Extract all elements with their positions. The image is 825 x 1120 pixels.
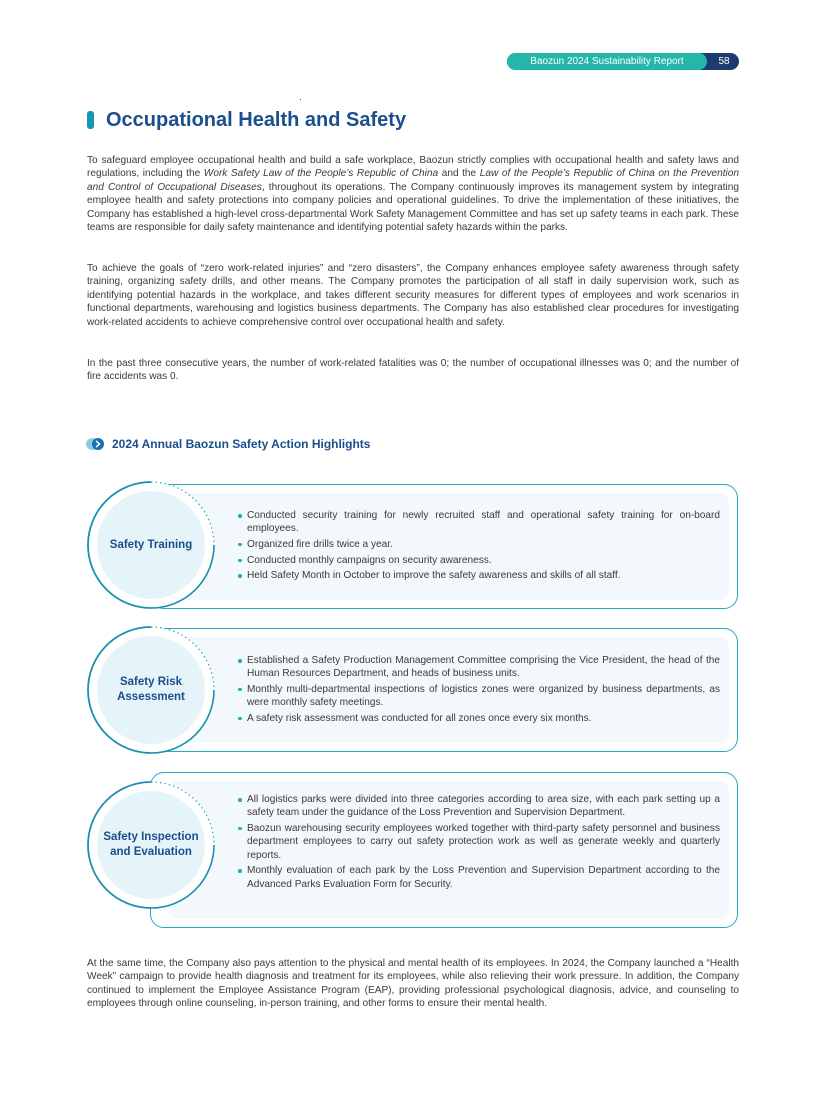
list-item: Conducted monthly campaigns on security awareness. xyxy=(238,554,720,567)
p1-text-c: , throughout its operations. The Company continuously improves its management system by integrating employee health and safety protections into company policies and operational guidelines. To drive the implementation of these initiatives, the Company has established a high-level cross-departmental Work Safety Management Committee and has set up safety teams in each park. These teams are responsible for daily safety maintenance and identifying potential safety hazards within the parks. xyxy=(87,181,739,234)
mental-health-paragraph: At the same time, the Company also pays attention to the physical and mental health of its employees. In 2024, the Company launched a “Health Week” campaign to provide health diagnosis and treatment for its employees, while also relieving their work pressure. In addition, the Company continued to implement the Employee Assistance Program (EAP), providing professional psychological diagnosis, advice, and counseling to employees through online counseling, in-person training, and other forms to ensure their mental health. xyxy=(87,958,739,1010)
bullet-list-safety-inspection xyxy=(238,793,720,893)
bullet-list-safety-training xyxy=(238,509,720,585)
report-title: Baozun 2024 Sustainability Report xyxy=(507,53,707,70)
circle-safety-training xyxy=(86,480,216,610)
list-item: Held Safety Month in October to improve the safety awareness and skills of all staff. xyxy=(238,569,720,582)
stray-dot xyxy=(300,99,301,100)
list-item: A safety risk assessment was conducted for all zones once every six months. xyxy=(238,712,720,725)
title-accent-bar xyxy=(87,111,94,129)
p1-text-a: To safeguard employee occupational health and build a safe workplace, Baozun strictly complies with occupational health and safety laws and regulations, including the xyxy=(87,155,739,180)
goals-paragraph: To achieve the goals of “zero work-related injuries” and “zero disasters”, the Company enhances employee safety awareness through safety training, organizing safety drills, and other means. The Company promotes the participation of all staff in daily supervision work, such as identifying potential hazards in the workplace, and takes different security measures for different types of employees and work scenarios in functional departments, warehousing and logistics business departments. The Company has also established clear procedures for investigating work-related accidents to achieve comprehensive control over occupational health and safety. xyxy=(87,263,739,328)
card-label: Safety Risk Assessment xyxy=(117,676,185,703)
list-item: All logistics parks were divided into three categories according to area size, with each park setting up a safety team under the guidance of the Loss Prevention and Supervision Department. xyxy=(238,793,720,820)
card-label: Safety Inspection and Evaluation xyxy=(103,831,199,858)
list-item: Conducted security training for newly recruited staff and operational safety training for on-board employees. xyxy=(238,509,720,536)
intro-paragraph xyxy=(87,154,739,234)
highlights-title: 2024 Annual Baozun Safety Action Highlights xyxy=(112,437,371,451)
card-label: Safety Training xyxy=(109,538,193,551)
circle-safety-inspection xyxy=(86,780,216,910)
page-title: Occupational Health and Safety xyxy=(106,109,407,131)
list-item: Established a Safety Production Management Committee comprising the Vice President, the head of the Human Resources Department, and heads of business units. xyxy=(238,654,720,681)
page-number: 58 xyxy=(718,56,730,67)
law-title-occupational-diseases: Law of the People’s Republic of China on the Prevention and Control of Occupational Diseases xyxy=(87,168,740,193)
highlights-bullet-icon xyxy=(86,437,106,451)
list-item: Monthly multi-departmental inspections of logistics zones were organized by business departments, as were monthly safety meetings. xyxy=(238,683,720,710)
list-item: Organized fire drills twice a year. xyxy=(238,538,720,551)
law-title-work-safety: Work Safety Law of the People’s Republic of China xyxy=(203,168,439,180)
bullet-list-safety-risk-assessment xyxy=(238,654,720,728)
circle-safety-risk-assessment xyxy=(86,625,216,755)
p1-text-b: and the xyxy=(438,168,480,180)
statistics-paragraph: In the past three consecutive years, the number of work-related fatalities was 0; the number of occupational illnesses was 0; and the number of fire accidents was 0. xyxy=(87,358,739,383)
header-badge xyxy=(507,53,739,70)
list-item: Monthly evaluation of each park by the Loss Prevention and Supervision Department according to the Advanced Parks Evaluation Form for Security. xyxy=(238,864,720,891)
list-item: Baozun warehousing security employees worked together with third-party safety personnel and business department employees to carry out safety protection work as well as generate weekly and quarterly reports. xyxy=(238,822,720,862)
